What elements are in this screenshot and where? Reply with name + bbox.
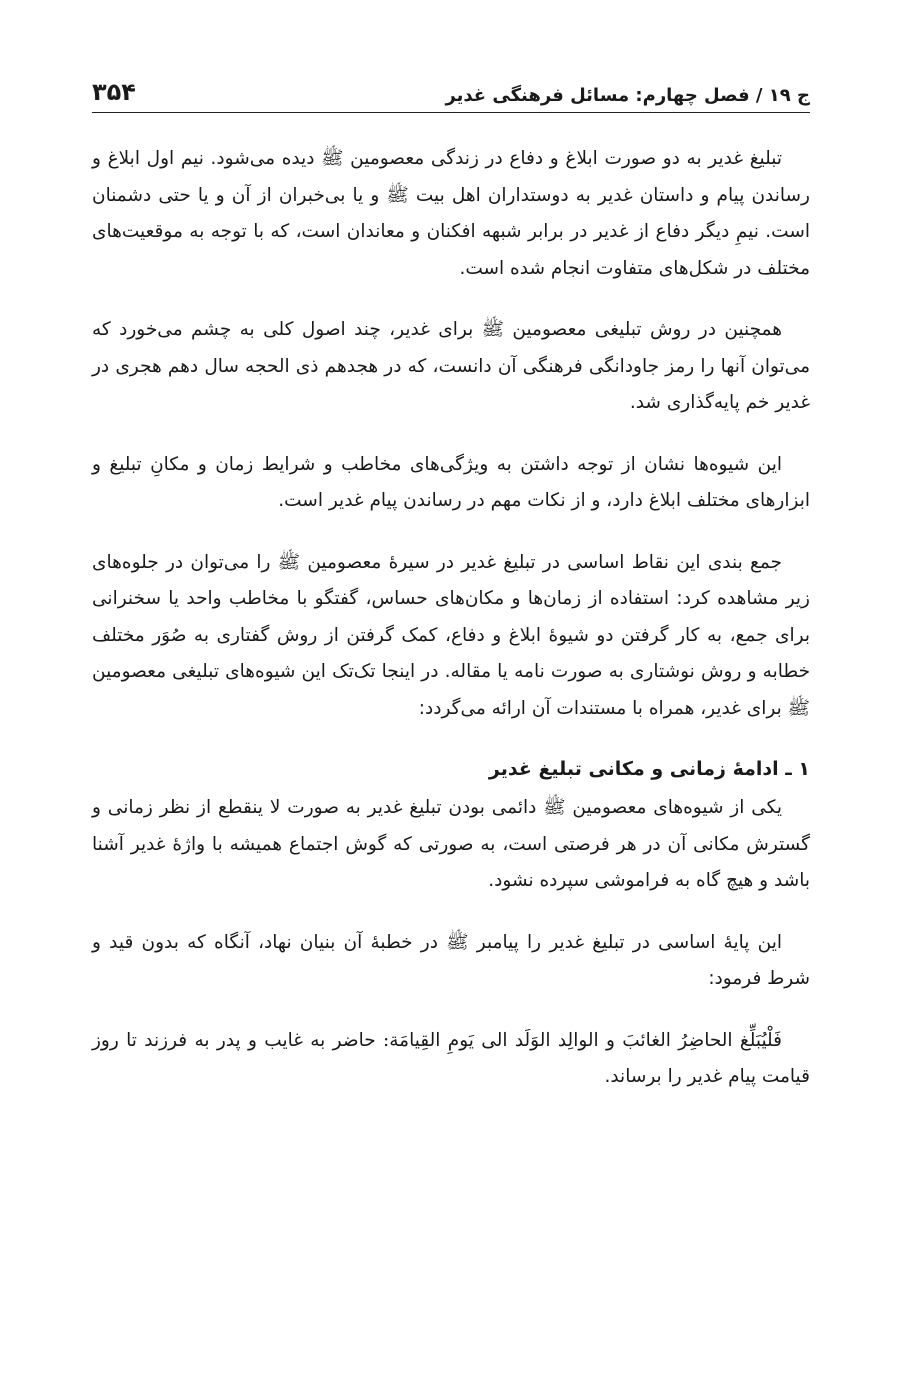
page-header	[92, 68, 810, 113]
page-body	[92, 141, 810, 1096]
section-heading: ۱ ـ ادامهٔ زمانی و مکانی تبلیغ غدیر	[488, 758, 810, 780]
book-page	[92, 68, 810, 1121]
hadith-translation: حاضر به غایب و پدر به فرزند تا روز قیامت پیام غدیر را برساند.	[92, 1029, 810, 1087]
section-paragraph-1: یکی از شیوه‌های معصومین ﷺ دائمی بودن تبلیغ غدیر به صورت لا ینقطع از نظر زمانی و گسترش مکانی آن در هر فرصتی است، به صورتی که گوش اجتماع همیشه با واژهٔ غدیر آشنا باشد و هیچ گاه به فراموشی سپرده نشود.	[92, 797, 810, 891]
paragraph-2: همچنین در روش تبلیغی معصومین ﷺ برای غدیر، چند اصول کلی به چشم می‌خورد که می‌توان آنها را رمز جاودانگی فرهنگی آن دانست، که در هجدهم ذی الحجه سال دهم هجری در غدیر خم پایه‌گذاری شد.	[92, 319, 810, 413]
paragraph-3: این شیوه‌ها نشان از توجه داشتن به ویژگی‌های مخاطب و شرایط زمان و مکانِ تبلیغ و ابزارهای مختلف ابلاغ دارد، و از نکات مهم در رساندن پیام غدیر است.	[92, 453, 810, 511]
running-title: ج ۱۹ / فصل چهارم: مسائل فرهنگی غدیر	[445, 85, 810, 106]
hadith-arabic: فَلْیُبَلِّغ الحاضِرُ الغائبَ و الوالِد الوَلَد الی یَومِ القِیامَة:	[383, 1029, 783, 1051]
paragraph-1: تبلیغ غدیر به دو صورت ابلاغ و دفاع در زندگی معصومین ﷺ دیده می‌شود. نیم اول ابلاغ و رساندن پیام و داستان غدیر به دوستداران اهل بیت ﷺ و یا بی‌خبران از آن و یا حتی دشمنان است. نیمِ دیگر دفاع از غدیر در برابر شبهه افکنان و معاندان است، که با توجه به موقعیت‌های مختلف در شکل‌های متفاوت انجام شده است.	[92, 148, 810, 279]
section-paragraph-2: این پایهٔ اساسی در تبلیغ غدیر را پیامبر ﷺ در خطبهٔ آن بنیان نهاد، آنگاه که بدون قید و شرط فرمود:	[92, 931, 810, 989]
paragraph-4: جمع بندی این نقاط اساسی در تبلیغ غدیر در سیرهٔ معصومین ﷺ را می‌توان در جلوه‌های زیر مشاهده کرد: استفاده از زمان‌ها و مکان‌های حساس، گفتگو با مخاطب واحد یا سخنرانی برای جمع، به کار گرفتن دو شیوهٔ ابلاغ و دفاع، کمک گرفتن از روش گفتاری به صُوَر مختلف خطابه و روش نوشتاری به صورت نامه یا مقاله. در اینجا تک‌تک این شیوه‌های تبلیغی معصومین ﷺ برای غدیر، همراه با مستندات آن ارائه می‌گردد:	[92, 551, 810, 719]
page-number: ۳۵۴	[92, 78, 136, 106]
hadith-quote	[92, 1023, 810, 1096]
